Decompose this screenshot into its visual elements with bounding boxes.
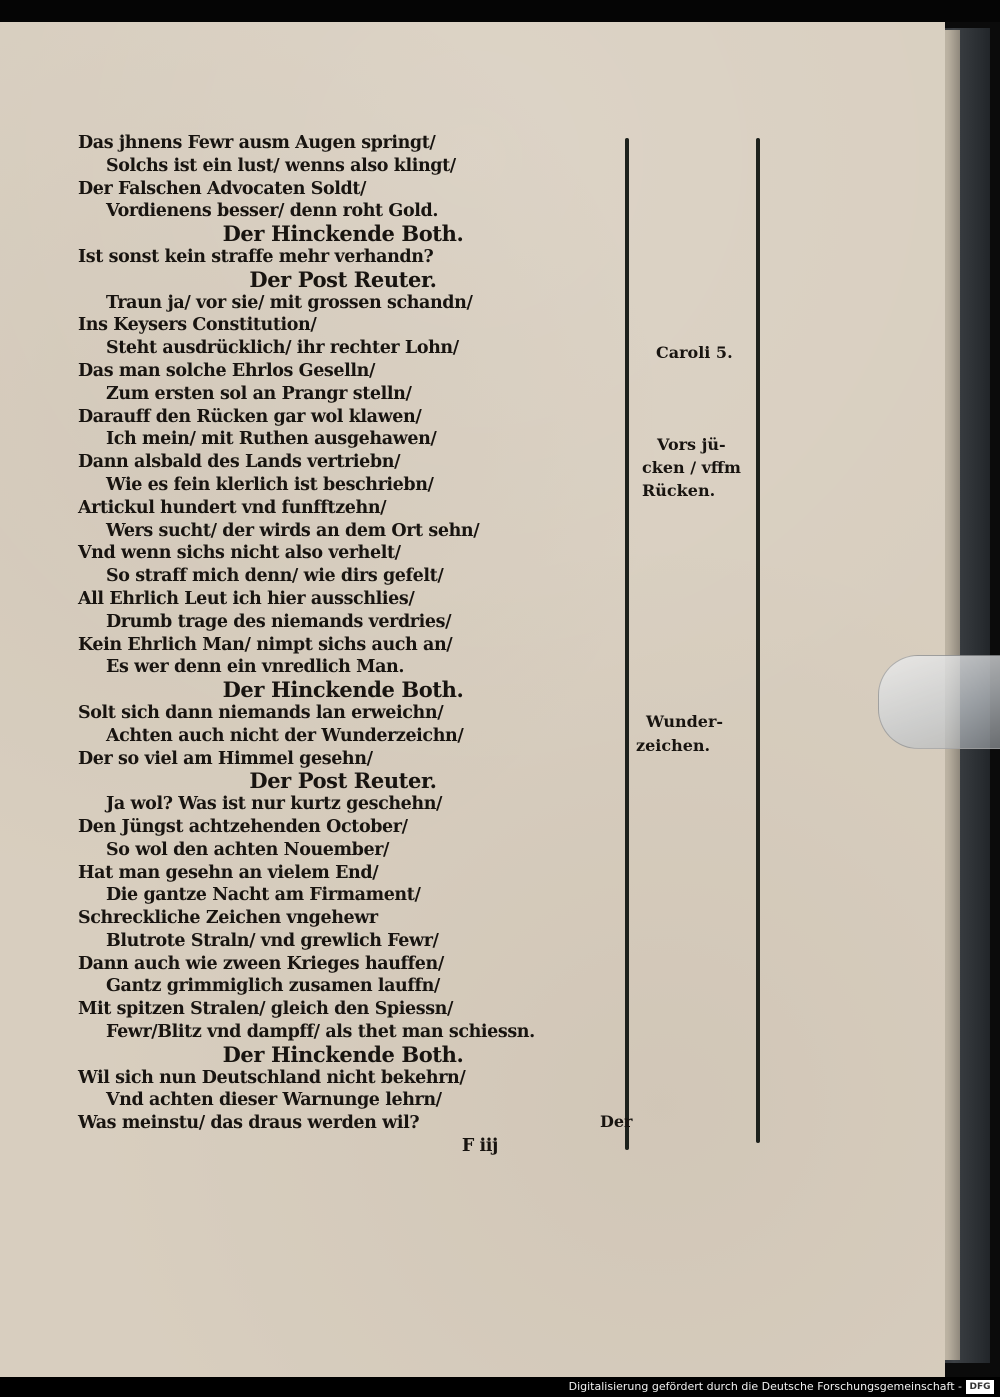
margin-note-wunder-line1: Wunder- bbox=[646, 712, 724, 731]
verse-line: Achten auch nicht der Wunderzeichn/ bbox=[106, 725, 464, 746]
verse-line: Der Falschen Advocaten Soldt/ bbox=[78, 178, 367, 199]
footer-credit: Digitalisierung gefördert durch die Deutsche Forschungsgemeinschaft - bbox=[568, 1380, 962, 1393]
verse-line: Darauff den Rücken gar wol klawen/ bbox=[78, 406, 422, 427]
verse-text-block bbox=[78, 132, 548, 1158]
verse-line: Kein Ehrlich Man/ nimpt sichs auch an/ bbox=[78, 634, 453, 655]
binding-top-edge bbox=[0, 0, 1000, 22]
verse-line: Artickul hundert vnd funfftzehn/ bbox=[78, 497, 387, 518]
verse-line: Der Hinckende Both. bbox=[222, 221, 464, 247]
verse-line: Blutrote Straln/ vnd grewlich Fewr/ bbox=[106, 930, 439, 951]
verse-line: Der Post Reuter. bbox=[249, 266, 437, 292]
margin-note-wunder-line2: zeichen. bbox=[636, 736, 711, 755]
verse-line: Vnd achten dieser Warnunge lehrn/ bbox=[106, 1090, 442, 1111]
verse-line: Dann alsbald des Lands vertriebn/ bbox=[78, 452, 401, 473]
verse-line: Mit spitzen Stralen/ gleich den Spiessn/ bbox=[78, 999, 453, 1020]
verse-line: Der so viel am Himmel gesehn/ bbox=[78, 748, 373, 769]
verse-line: Wil sich nun Deutschland nicht bekehrn/ bbox=[78, 1067, 466, 1088]
margin-note-vors-line1: Vors jü- bbox=[657, 435, 726, 454]
margin-note-vors-line3: Rücken. bbox=[642, 481, 716, 500]
page-clip-tab bbox=[878, 655, 1000, 749]
verse-line: Gantz grimmiglich zusamen lauffn/ bbox=[106, 976, 440, 997]
verse-line: Der Hinckende Both. bbox=[222, 677, 464, 703]
dfg-logo: DFG bbox=[966, 1380, 994, 1394]
verse-line: Ja wol? Was ist nur kurtz geschehn/ bbox=[106, 794, 443, 815]
verse-line: F iij bbox=[461, 1136, 498, 1157]
verse-line: Drumb trage des niemands verdries/ bbox=[106, 611, 452, 632]
verse-line: So wol den achten Nouember/ bbox=[106, 839, 390, 860]
margin-rule-right bbox=[756, 138, 760, 1143]
verse-line: Wie es fein klerlich ist beschriebn/ bbox=[106, 474, 434, 495]
verse-line: Den Jüngst achtzehenden October/ bbox=[78, 816, 408, 837]
verse-line: Wers sucht/ der wirds an dem Ort sehn/ bbox=[106, 520, 480, 541]
margin-rule-left bbox=[625, 138, 629, 1150]
verse-line: Der Post Reuter. bbox=[249, 768, 437, 794]
verse-line: Solchs ist ein lust/ wenns also klingt/ bbox=[106, 155, 456, 176]
margin-note-vors-line2: cken / vffm bbox=[642, 458, 741, 477]
catchword: Der bbox=[600, 1112, 633, 1131]
verse-line: Ist sonst kein straffe mehr verhandn? bbox=[78, 246, 434, 267]
verse-line: Was meinstu/ das draus werden wil? bbox=[78, 1113, 420, 1134]
verse-line: Es wer denn ein vnredlich Man. bbox=[106, 657, 405, 678]
verse-line: Ins Keysers Constitution/ bbox=[78, 315, 317, 336]
verse-line: Steht ausdrücklich/ ihr rechter Lohn/ bbox=[106, 338, 459, 359]
verse-line: Die gantze Nacht am Firmament/ bbox=[106, 885, 421, 906]
verse-line: Das man solche Ehrlos Geselln/ bbox=[78, 360, 375, 381]
verse-line: Das jhnens Fewr ausm Augen springt/ bbox=[78, 133, 436, 153]
verse-line: Fewr/Blitz vnd dampff/ als thet man schiessn. bbox=[106, 1022, 535, 1043]
verse-line: Solt sich dann niemands lan erweichn/ bbox=[78, 702, 444, 723]
verse-line: Hat man gesehn an vielem End/ bbox=[78, 862, 379, 883]
margin-note-carolus: Caroli 5. bbox=[656, 343, 733, 362]
verse-line: Schreckliche Zeichen vngehewr bbox=[78, 908, 378, 929]
verse-line: All Ehrlich Leut ich hier ausschlies/ bbox=[78, 588, 415, 609]
verse-line: So straff mich denn/ wie dirs gefelt/ bbox=[106, 566, 444, 587]
verse-line: Vordienens besser/ denn roht Gold. bbox=[106, 201, 439, 222]
verse-line: Der Hinckende Both. bbox=[222, 1041, 464, 1067]
verse-line: Ich mein/ mit Ruthen ausgehawen/ bbox=[106, 429, 437, 450]
verse-line: Dann auch wie zween Krieges hauffen/ bbox=[78, 953, 444, 974]
verse-line: Vnd wenn sichs nicht also verhelt/ bbox=[78, 543, 401, 564]
verse-line: Traun ja/ vor sie/ mit grossen schandn/ bbox=[106, 292, 473, 313]
verse-line: Zum ersten sol an Prangr stelln/ bbox=[106, 383, 412, 404]
